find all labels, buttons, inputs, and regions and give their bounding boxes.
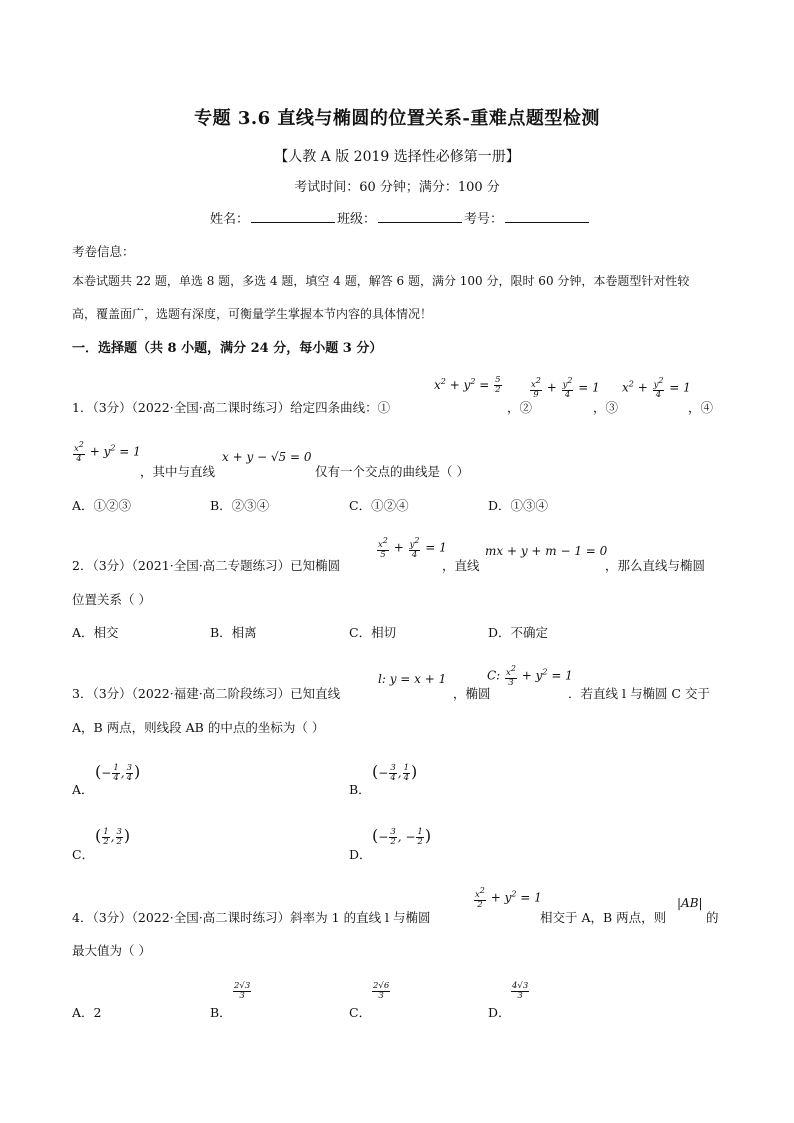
q1-curve-3: $x^2$ + $\frac{y2}{4}$ = 1 [622, 376, 691, 400]
q1-line2-end: 仅有一个交点的曲线是（ ） [315, 464, 469, 479]
subtitle: 【人教 A 版 2019 选择性必修第一册】 [274, 149, 520, 165]
q4-end: 的 [706, 910, 719, 925]
section-heading: 一．选择题（共 8 小题，满分 24 分，每小题 3 分） [72, 341, 383, 356]
q4-option-c-value: $\frac{2√6}{3}$ [373, 981, 390, 1001]
name-blank[interactable] [251, 210, 335, 223]
q4-option-b-value: $\frac{2√3}{3}$ [234, 981, 251, 1001]
q1-prefix: 1．（3分）（2022·全国·高二课时练习）给定四条曲线：① [72, 400, 391, 415]
q4-option-c[interactable]: C． [349, 1005, 372, 1020]
q4-option-d[interactable]: D． [488, 1005, 511, 1020]
exam-time: 考试时间：60 分钟；满分：100 分 [294, 180, 500, 195]
q1-curve-2: $\frac{x2}{9}$ + $\frac{y2}{4}$ = 1 [531, 376, 600, 400]
q1-sep-4: ，④ [688, 400, 714, 415]
q2-prefix: 2．（3分）（2021·全国·高二专题练习）已知椭圆 [72, 558, 341, 573]
q3-option-c-value: ( $\frac{1}{2}$ , $\frac{3}{2}$ ) [95, 826, 131, 847]
number-blank[interactable] [505, 210, 589, 223]
q3-option-a-value: (− $\frac{1}{4}$ , $\frac{3}{4}$ ) [95, 762, 141, 783]
q1-option-b[interactable]: B．②③④ [210, 498, 270, 513]
name-label: 姓名： [210, 212, 250, 227]
q3-option-d[interactable]: D． [349, 847, 372, 862]
q4-mid: 相交于 A，B 两点，则 [540, 910, 667, 925]
q1-option-d[interactable]: D．①③④ [488, 498, 549, 513]
q2-option-b[interactable]: B．相离 [210, 625, 257, 640]
info-line-1: 本卷试题共 22 题，单选 8 题，多选 4 题，填空 4 题，解答 6 题，满分 100 分，限时 60 分钟，本卷题型针对性较 [72, 274, 690, 288]
q1-option-c[interactable]: C．①②④ [349, 498, 409, 513]
student-info-row [210, 208, 591, 227]
q1-line2-mid: ，其中与直线 [140, 464, 216, 479]
q1-curve-1: $x^2 + y^2$ = $\frac{5}{2}$ [434, 375, 501, 395]
page-title: 专题 3.6 直线与椭圆的位置关系-重难点题型检测 [194, 108, 600, 129]
q1-option-a[interactable]: A．①②③ [72, 498, 132, 513]
q4-ellipse-eq: $\frac{x2}{2}$ + $y^2 = 1$ [475, 886, 542, 910]
q1-sep-3: ，③ [593, 400, 619, 415]
q3-prefix: 3．（3分）（2022·福建·高二阶段练习）已知直线 [72, 686, 341, 701]
q4-prefix: 4．（3分）（2022·全国·高二课时练习）斜率为 1 的直线 l 与椭圆 [72, 910, 431, 925]
q3-option-b-value: (− $\frac{3}{4}$ , $\frac{1}{4}$ ) [372, 762, 418, 783]
q2-mid: ，直线 [442, 558, 480, 573]
q3-ellipse-eq: C: $\frac{x2}{3}$ + $y^2 = 1$ [487, 664, 573, 688]
number-label: 考号： [464, 212, 504, 227]
q2-option-d[interactable]: D．不确定 [488, 625, 549, 640]
q3-line-eq: l: y = x + 1 [378, 672, 447, 686]
q1-curve-4: $\frac{x2}{4}$ + $y^2 = 1$ [74, 440, 141, 464]
info-line-2: 高，覆盖面广，选题有深度，可衡量学生掌握本节内容的具体情况！ [72, 307, 433, 321]
info-label: 考卷信息： [72, 244, 135, 259]
q3-line2: A，B 两点，则线段 AB 的中点的坐标为（ ） [72, 720, 325, 735]
q3-end: ．若直线 l 与椭圆 C 交于 [568, 686, 710, 701]
q2-ellipse-eq: $\frac{x2}{5}$ + $\frac{y2}{4}$ = 1 [378, 536, 447, 560]
q2-option-c[interactable]: C．相切 [349, 625, 397, 640]
class-label: 班级： [337, 212, 377, 227]
q1-line-eq: x + y − √5 = 0 [222, 450, 312, 464]
q2-line2: 位置关系（ ） [72, 592, 151, 607]
q3-option-a[interactable]: A． [72, 782, 94, 797]
q4-abs-ab: |AB| [677, 896, 703, 910]
q3-option-b[interactable]: B． [349, 782, 371, 797]
q2-line-eq: mx + y + m − 1 = 0 [485, 544, 608, 558]
q4-option-b[interactable]: B． [210, 1005, 232, 1020]
q4-line2: 最大值为（ ） [72, 943, 151, 958]
q1-sep-2: ，② [507, 400, 533, 415]
q3-option-d-value: (− $\frac{3}{2}$ , − $\frac{1}{2}$ ) [372, 826, 432, 847]
q4-option-d-value: $\frac{4√3}{3}$ [512, 981, 529, 1001]
q2-option-a[interactable]: A．相交 [72, 625, 119, 640]
q3-mid: ，椭圆 [453, 686, 491, 701]
q2-end: ，那么直线与椭圆 [605, 558, 706, 573]
q4-option-a[interactable]: A．2 [72, 1005, 102, 1020]
q3-option-c[interactable]: C． [72, 847, 95, 862]
class-blank[interactable] [378, 210, 462, 223]
